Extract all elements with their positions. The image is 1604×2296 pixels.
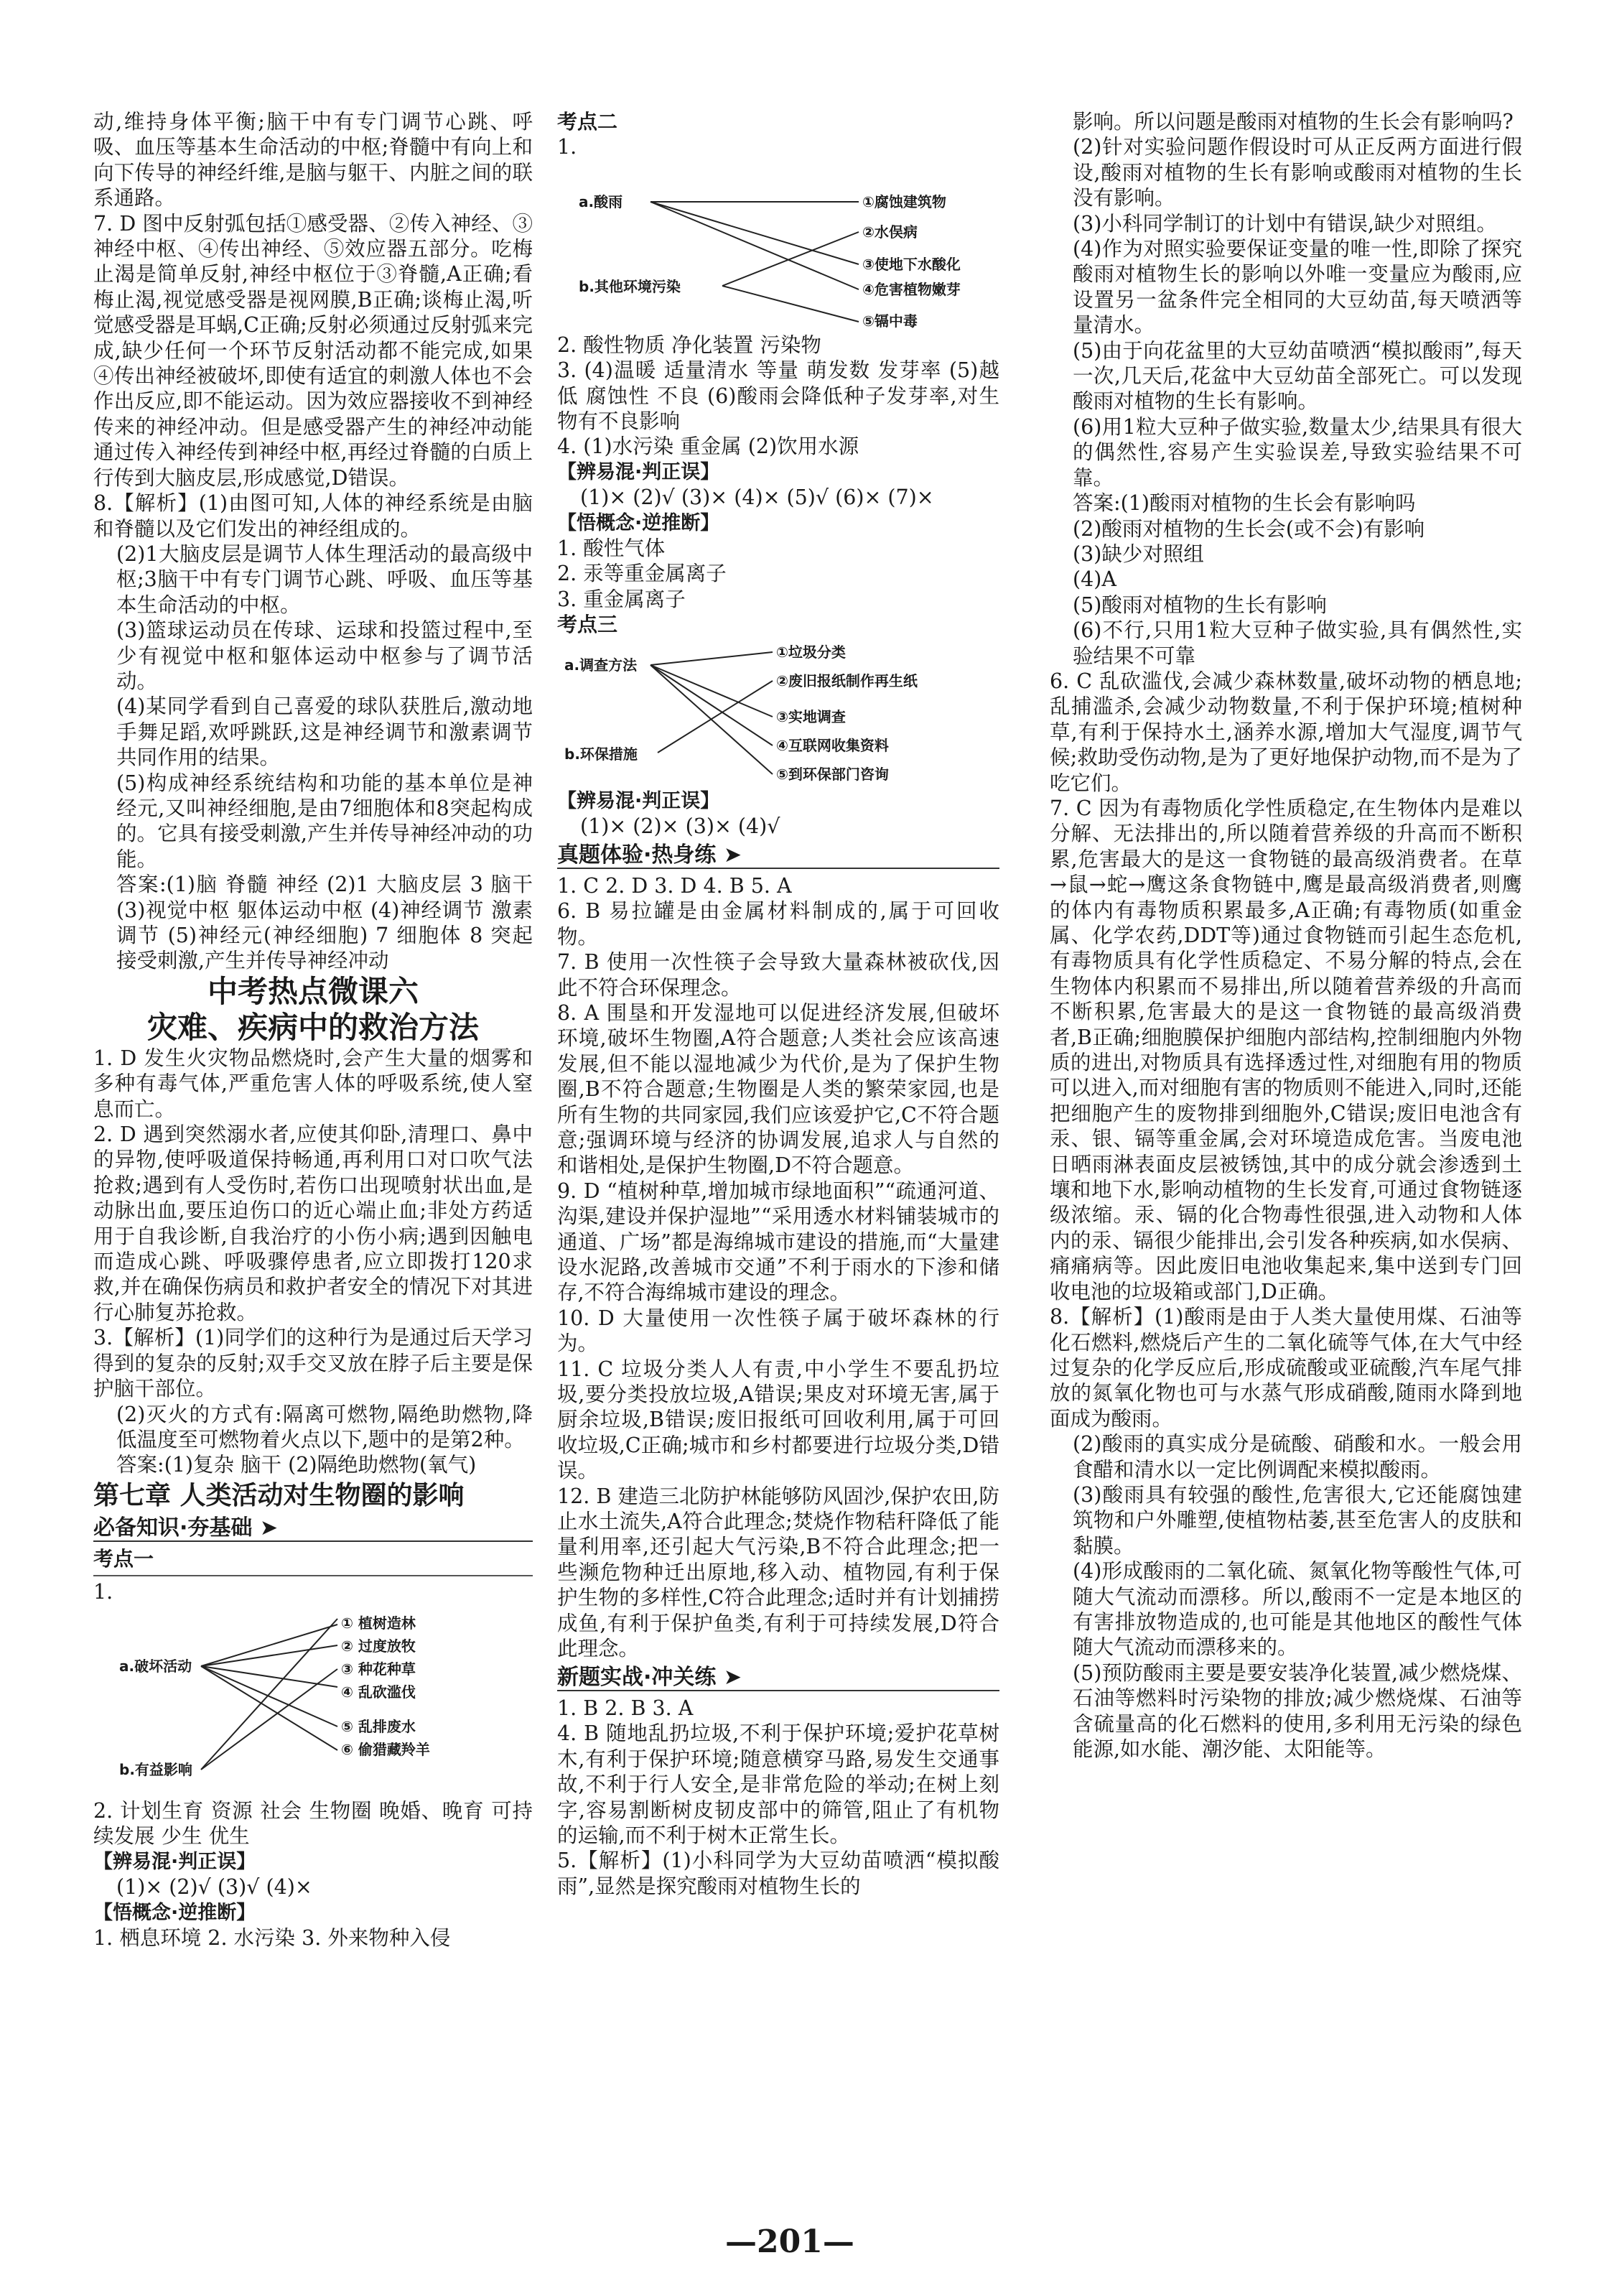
match-line [201, 1669, 337, 1770]
diagram-option: ④危害植物嫩芽 [862, 280, 961, 298]
diagram-option: ⑤镉中毒 [862, 312, 918, 330]
paragraph: (3)酸雨具有较强的酸性,危害很大,它还能腐蚀建筑物和户外雕塑,使植物枯萎,甚至危害人的皮肤和黏膜。 [1073, 1482, 1522, 1558]
diagram-option: ②废旧报纸制作再生纸 [776, 671, 918, 689]
answer-text: 1. 栖息环境 2. 水污染 3. 外来物种入侵 [93, 1925, 451, 1950]
diagram-option: ①腐蚀建筑物 [862, 192, 946, 210]
answer-item: 1. B 2. B 3. A [557, 1696, 694, 1720]
match-line [201, 1619, 337, 1770]
diagram-option: ③使地下水酸化 [862, 255, 961, 273]
diagram-option: ⑥ 偷猎藏羚羊 [341, 1740, 430, 1758]
paragraph: (2)1大脑皮层是调节人体生理活动的最高级中枢;3脑干中有专门调节心跳、呼吸、血压等基本生命活动的中枢。 [116, 542, 533, 617]
kaodian-heading: 考点二 [557, 110, 618, 134]
diagram-option: ④互联网收集资料 [776, 736, 889, 754]
answer-text: 答案:(1)酸雨对植物的生长会有影响吗 [1073, 491, 1416, 516]
item-number: 1. [557, 135, 577, 159]
answer-item: 2. 酸性物质 净化装置 污染物 [557, 333, 821, 357]
column-right [1050, 109, 1522, 2206]
paragraph: (6)用1粒大豆种子做实验,数量太少,结果具有很大的偶然性,容易产生实验误差,导致实验结果不可靠。 [1073, 414, 1522, 490]
answer-text: 2. 汞等重金属离子 [557, 562, 727, 586]
column-middle [557, 109, 999, 2206]
paragraph: (5)预防酸雨主要是要安装净化装置,减少燃烧煤、石油等燃料时污染物的排放;减少燃烧煤、石油等含硫量高的化石燃料的使用,多利用无污染的绿色能源,如水能、潮汐能、太阳能等。 [1073, 1660, 1522, 1761]
paragraph: (4)形成酸雨的二氧化硫、氮氧化物等酸性气体,可随大气流动而漂移。所以,酸雨不一定是本地区的有害排放物造成的,也可能是其他地区的酸性气体随大气流动而漂移来的。 [1073, 1559, 1522, 1660]
match-line [201, 1625, 337, 1666]
answer-item: 2. 计划生育 资源 社会 生物圈 晚婚、晚育 可持续发展 少生 优生 [93, 1798, 533, 1849]
matching-diagram [93, 1604, 533, 1798]
paragraph: (5)构成神经系统结构和功能的基本单位是神经元,又叫神经细胞,是由7细胞体和8突起构成的。它具有接受刺激,产生并传导神经冲动的功能。 [116, 771, 533, 871]
banner-label: 必备知识·夯基础 [93, 1515, 253, 1540]
tag-heading: 【悟概念·逆推断】 [93, 1901, 256, 1924]
answer-item: 3. (4)温暖 适量清水 等量 萌发数 发芽率 (5)越低 腐蚀性 不良 (6)酸雨会降低种子发芽率,对生物有不良影响 [557, 358, 999, 434]
diagram-option: ①垃圾分类 [776, 643, 846, 661]
diagram-option: ⑤ 乱排废水 [341, 1717, 416, 1735]
answer-item: 4. B 随地乱扔垃圾,不利于保护环境;爱护花草树木,有利于保护环境;随意横穿马路,易发生交通事故,不利于行人安全,是非常危险的举动;在树上刻字,容易割断树皮韧皮部中的筛管,阻止了有机物的运输,而不利于树木正常生长。 [557, 1721, 999, 1847]
answer-text: (2)酸雨对植物的生长会(或不会)有影响 [1073, 516, 1425, 541]
answer-item: 11. C 垃圾分类人人有责,中小学生不要乱扔垃圾,要分类投放垃圾,A错误;果皮对环境无害,属于厨余垃圾,B错误;废旧报纸可回收利用,属于可回收垃圾,C正确;城市和乡村都要进行垃圾分类,D错误。 [557, 1357, 999, 1483]
paragraph: (4)作为对照实验要保证变量的唯一性,即除了探究酸雨对植物生长的影响以外唯一变量应为酸雨,应设置另一盆条件完全相同的大豆幼苗,每天喷洒等量清水。 [1073, 237, 1522, 338]
diagram-label: b.有益影响 [119, 1760, 192, 1778]
answer-text: (4)A [1073, 567, 1116, 592]
banner-label: 真题体验·热身练 [557, 842, 717, 868]
match-line [722, 286, 859, 322]
diagram-option: ③ 种花种草 [341, 1660, 416, 1678]
tag-heading: 【悟概念·逆推断】 [557, 511, 720, 534]
page-number: —201— [725, 2223, 854, 2260]
answer-item: 8.【解析】(1)由图可知,人体的神经系统是由脑和脊髓以及它们发出的神经组成的。 [93, 491, 533, 541]
matching-diagram [557, 638, 999, 789]
banner-label: 新题实战·冲关练 [557, 1664, 717, 1690]
answer-item: 7. B 使用一次性筷子会导致大量森林被砍伐,因此不符合环保理念。 [557, 950, 999, 1000]
paragraph: 影响。所以问题是酸雨对植物的生长会有影响吗? [1073, 110, 1514, 134]
diagram-option: ④ 乱砍滥伐 [341, 1683, 416, 1701]
answer-text: (5)酸雨对植物的生长有影响 [1073, 592, 1327, 617]
match-line [651, 665, 773, 745]
diagram-option: ① 植树造林 [341, 1614, 416, 1632]
paragraph: (2)酸雨的真实成分是硫酸、硝酸和水。一般会用食醋和清水以一定比例调配来模拟酸雨。 [1073, 1432, 1522, 1482]
answer-text: (1)× (2)× (3)× (4)√ [580, 814, 780, 839]
answer-item: 7. C 因为有毒物质化学性质稳定,在生物体内是难以分解、无法排出的,所以随着营养级的升高而不断积累,危害最大的是这一食物链的最高级消费者。在草→鼠→蛇→鹰这条食物链中,鹰是最高级消费者,则鹰的体内有毒物质积累最多,A正确;有毒物质(如重金属、化学农药,DDT等)通过食物链而引起生态危机,有毒物质具有化学性质稳定、不易分解的特点,会在生物体内积累而不易排出,所以随着营养级的升高而不断积累,危害最大的是这一食物链的最高级消费者,B正确;细胞膜保护细胞内部结构,控制细胞内外物质的进出,对物质具有选择透过性,对细胞有用的物质可以进入,而对细胞有害的物质则不能进入,同时,还能把细胞产生的废物排到细胞外,C错误;废旧电池含有汞、银、镉等重金属,会对环境造成危害。当废电池日晒雨淋表面皮层被锈蚀,其中的成分就会渗透到土壤和地下水,影响动植物的生长发育,可通过食物链逐级浓缩。汞、镉的化合物毒性很强,进入动物和人体内的汞、镉很少能排出,会引发各种疾病,如水俣病、痛痛病等。因此废旧电池收集起来,集中送到专门回收电池的垃圾箱或部门,D正确。 [1050, 796, 1522, 1303]
diagram-label: a.调查方法 [564, 656, 638, 674]
paragraph: (4)某同学看到自己喜爱的球队获胜后,激动地手舞足蹈,欢呼跳跃,这是神经调节和激素调节共同作用的结果。 [116, 694, 533, 770]
answer-item: 8. A 围垦和开发湿地可以促进经济发展,但破坏环境,破坏生物圈,A符合题意;人类社会应该高速发展,但不能以湿地减少为代价,是为了保护生物圈,B不符合题意;生物圈是人类的繁荣家园,也是所有生物的共同家园,我们应该爱护它,C不符合题意;强调环境与经济的协调发展,追求人与自然的和谐相处,是保护生物圈,D不符合题意。 [557, 1000, 999, 1178]
tag-heading: 【辨易混·判正误】 [557, 789, 720, 812]
match-line [201, 1666, 337, 1750]
tag-heading: 【辨易混·判正误】 [557, 460, 720, 483]
answer-item: 1. C 2. D 3. D 4. B 5. A [557, 873, 792, 898]
column-left [93, 109, 533, 2206]
section-title: 中考热点微课六 [207, 973, 419, 1009]
answer-text: 3. 重金属离子 [557, 587, 686, 611]
answer-text: (6)不行,只用1粒大豆种子做实验,具有偶然性,实验结果不可靠 [1073, 618, 1522, 668]
paragraph: (2)灭火的方式有:隔离可燃物,隔绝助燃物,降低温度至可燃物着火点以下,题中的是第2种。 [116, 1402, 533, 1451]
answer-text: 1. 酸性气体 [557, 536, 666, 561]
answer-text: 答案:(1)脑 脊髓 神经 (2)1 大脑皮层 3 脑干 (3)视觉中枢 躯体运动中枢 (4)神经调节 激素调节 (5)神经元(神经细胞) 7 细胞体 8 突起 接受刺激,产生并传导神经冲动 [116, 873, 533, 973]
diagram-option: ③实地调查 [776, 707, 846, 725]
item-number: 1. [93, 1579, 113, 1604]
diagram-label: a.酸雨 [579, 192, 623, 210]
diagram-option: ②水俣病 [862, 223, 918, 241]
match-line [651, 665, 773, 717]
diagram-option: ② 过度放牧 [341, 1637, 416, 1655]
diagram-option: ⑤到环保部门咨询 [776, 765, 889, 783]
answer-text: 答案:(1)复杂 脑干 (2)隔绝助燃物(氧气) [116, 1453, 477, 1477]
paragraph: (2)针对实验问题作假设时可从正反两方面进行假设,酸雨对植物的生长有影响或酸雨对植物的生长没有影响。 [1073, 135, 1522, 210]
kaodian-heading: 考点一 [93, 1547, 154, 1571]
diagram-label: b.其他环境污染 [579, 277, 681, 295]
answer-item: 5.【解析】(1)小科同学为大豆幼苗喷洒“模拟酸雨”,显然是探究酸雨对植物生长的 [557, 1849, 999, 1898]
paragraph: (5)由于向花盆里的大豆幼苗喷洒“模拟酸雨”,每天一次,几天后,花盆中大豆幼苗全部死亡。可以发现酸雨对植物的生长有影响。 [1073, 338, 1522, 414]
answer-item: 9. D “植树种草,增加城市绿地面积”“疏通河道、沟渠,建设并保护湿地”“采用透水材料铺装城市的通道、广场”都是海绵城市建设的措施,而“大量建设水泥路,改善城市交通”不利于雨水的下渗和储存,不符合海绵城市建设的理念。 [557, 1179, 999, 1305]
section-banner: 新题实战·冲关练 ➤ [557, 1665, 999, 1691]
answer-text: (3)缺少对照组 [1073, 542, 1204, 566]
match-line [658, 681, 773, 753]
paragraph: (3)小科同学制订的计划中有错误,缺少对照组。 [1073, 211, 1497, 236]
tag-heading: 【辨易混·判正误】 [93, 1850, 256, 1873]
matching-lines [557, 160, 988, 333]
answer-item: 12. B 建造三北防护林能够防风固沙,保护农田,防止水土流失,A符合此理念;焚烧作物秸秆降低了能量利用率,还引起大气污染,B不符合此理念;把一些濒危物种迁出原地,移入动、植物园,有利于保护生物的多样性,C符合此理念;适时并有计划捕捞成鱼,有利于保护鱼类,有利于可持续发展,D符合此理念。 [557, 1484, 999, 1661]
answer-item: 6. C 乱砍滥伐,会减少森林数量,破坏动物的栖息地;乱捕滥杀,会减少动物数量,不利于保护环境;植树种草,有利于保持水土,涵养水源,增加大气湿度,调节气候;救助受伤动物,是为了更好地保护动物,而不是为了吃它们。 [1050, 669, 1522, 795]
answer-item: 10. D 大量使用一次性筷子属于破坏森林的行为。 [557, 1306, 999, 1356]
match-line [201, 1666, 337, 1726]
paragraph: 动,维持身体平衡;脑干中有专门调节心跳、呼吸、血压等基本生命活动的中枢;脊髓中有向上和向下传导的神经纤维,是脑与躯干、内脏之间的联系通路。 [93, 110, 533, 210]
answer-item: 8.【解析】(1)酸雨是由于人类大量使用煤、石油等化石燃料,燃烧后产生的二氧化硫等气体,在大气中经过复杂的化学反应后,形成硫酸或亚硫酸,汽车尾气排放的氮氧化物也可与水蒸气形成硝酸,随雨水降到地面成为酸雨。 [1050, 1305, 1522, 1431]
section-banner: 必备知识·夯基础 ➤ [93, 1515, 533, 1542]
matching-diagram [557, 160, 999, 333]
match-line [201, 1645, 337, 1666]
kaodian-heading: 考点三 [557, 613, 618, 637]
match-line [651, 202, 859, 289]
answer-item: 3.【解析】(1)同学们的这种行为是通过后天学习得到的复杂的反射;双手交叉放在脖子后主要是保护脑干部位。 [93, 1326, 533, 1401]
divider [93, 1575, 533, 1576]
diagram-label: b.环保措施 [564, 745, 638, 763]
answer-item: 4. (1)水污染 重金属 (2)饮用水源 [557, 434, 859, 459]
match-line [651, 652, 773, 665]
answer-text: (1)× (2)√ (3)√ (4)× [116, 1875, 312, 1900]
chapter-title: 第七章 人类活动对生物圈的影响 [93, 1479, 465, 1510]
answer-item: 7. D 图中反射弧包括①感受器、②传入神经、③神经中枢、④传出神经、⑤效应器五部分。吃梅止渴是简单反射,神经中枢位于③脊髓,A正确;看梅止渴,视觉感受器是视网膜,B正确;谈梅止渴,听觉感受器是耳蜗,C正确;反射必须通过反射弧来完成,缺少任何一个环节反射活动都不能完成,如果④传出神经被破坏,即使有适宜的刺激人体也不会作出反应,即不能运动。因为效应器接收不到神经传来的神经冲动。但是感受器产生的神经冲动能通过传入神经传到神经中枢,再经过脊髓的白质上行传到大脑皮层,形成感觉,D错误。 [93, 211, 533, 490]
match-line [651, 202, 859, 264]
answer-item: 1. D 发生火灾物品燃烧时,会产生大量的烟雾和多种有毒气体,严重危害人体的呼吸系统,使人窒息而亡。 [93, 1046, 533, 1121]
section-subtitle: 灾难、疾病中的救治方法 [146, 1009, 479, 1045]
answer-item: 2. D 遇到突然溺水者,应使其仰卧,清理口、鼻中的异物,使呼吸道保持畅通,再利用口对口吹气法抢救;遇到有人受伤时,若伤口出现喷射状出血,是动脉出血,要压迫伤口的近心端止血;非处方药适用于自我诊断,自我治疗的小伤小病;遇到因触电而造成心跳、呼吸骤停患者,应立即拨打120求救,并在确保伤病员和救护者安全的情况下对其进行心肺复苏抢救。 [93, 1123, 533, 1324]
answer-item: 6. B 易拉罐是由金属材料制成的,属于可回收物。 [557, 899, 999, 949]
section-banner: 真题体验·热身练 ➤ [557, 842, 999, 869]
answer-text: (1)× (2)√ (3)× (4)× (5)√ (6)× (7)× [580, 485, 934, 510]
diagram-label: a.破坏活动 [119, 1657, 192, 1675]
paragraph: (3)篮球运动员在传球、运球和投篮过程中,至少有视觉中枢和躯体运动中枢参与了调节活动。 [116, 618, 533, 693]
